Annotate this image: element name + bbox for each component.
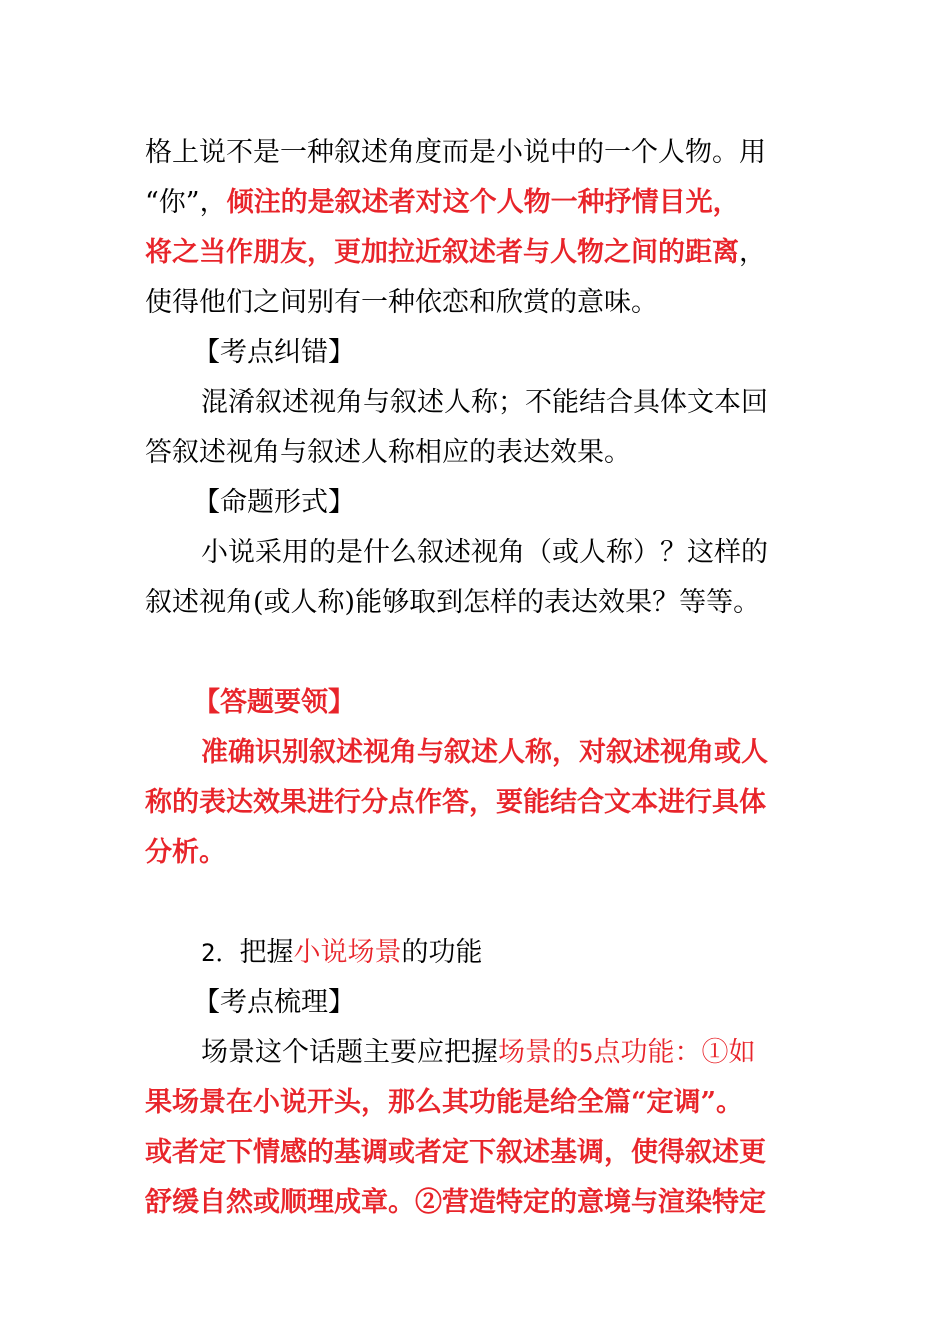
blank-line: [145, 878, 810, 928]
text-run: 场景这个话题主要应把握: [201, 1037, 498, 1068]
text-run: 的功能: [401, 937, 483, 968]
highlighted-text: 将之当作朋友，更加拉近叙述者与人物之间的距离: [145, 237, 739, 268]
paragraph-line: 准确识别叙述视角与叙述人称，对叙述视角或人: [201, 737, 768, 768]
paragraph-line: 分析。: [145, 837, 226, 868]
section-heading-errors: 【考点纠错】: [193, 337, 355, 368]
text-run: ，: [739, 237, 766, 268]
paragraph-line: [145, 178, 810, 228]
highlighted-number: 5: [579, 1039, 594, 1067]
text-run: 把握: [239, 937, 294, 968]
highlighted-text: 小说场景: [293, 937, 402, 968]
text-run: “你”，: [145, 187, 227, 218]
section-heading-form: 【命题形式】: [193, 487, 355, 518]
paragraph-line: 称的表达效果进行分点作答，要能结合文本进行具体: [145, 787, 766, 818]
paragraph-line: [145, 128, 810, 178]
section-heading-points: 【考点梳理】: [193, 987, 355, 1018]
paragraph-line: 混淆叙述视角与叙述人称；不能结合具体文本回: [201, 387, 768, 418]
highlighted-text: 场景的: [498, 1037, 579, 1068]
paragraph-line: [145, 1028, 810, 1078]
paragraph-line: [145, 278, 810, 328]
highlighted-text: 点功能：①如: [593, 1037, 756, 1068]
blank-line: [145, 628, 810, 678]
section-heading-answer: 【答题要领】: [193, 687, 355, 718]
paragraph-line: 小说采用的是什么叙述视角（或人称）？这样的: [201, 537, 768, 568]
paragraph-line: 答叙述视角与叙述人称相应的表达效果。: [145, 437, 631, 468]
paragraph-line: 叙述视角(或人称)能够取到怎样的表达效果？等等。: [145, 587, 761, 618]
text-run: 使得他们之间别有一种依恋和欣赏的意味。: [145, 287, 658, 318]
text-run: 格上说不是一种叙述角度而是小说中的一个人物。用: [145, 137, 766, 168]
paragraph-line: 舒缓自然或顺理成章。②营造特定的意境与渲染特定: [145, 1187, 766, 1218]
section-number: 2．: [201, 939, 240, 967]
paragraph-line: [145, 228, 810, 278]
section-2-heading: [145, 928, 810, 978]
paragraph-line: 或者定下情感的基调或者定下叙述基调，使得叙述更: [145, 1137, 766, 1168]
paragraph-line: 果场景在小说开头，那么其功能是给全篇“定调”。: [145, 1087, 744, 1118]
document-page: [145, 128, 810, 1228]
highlighted-text: 倾注的是叙述者对这个人物一种抒情目光，: [226, 187, 740, 218]
